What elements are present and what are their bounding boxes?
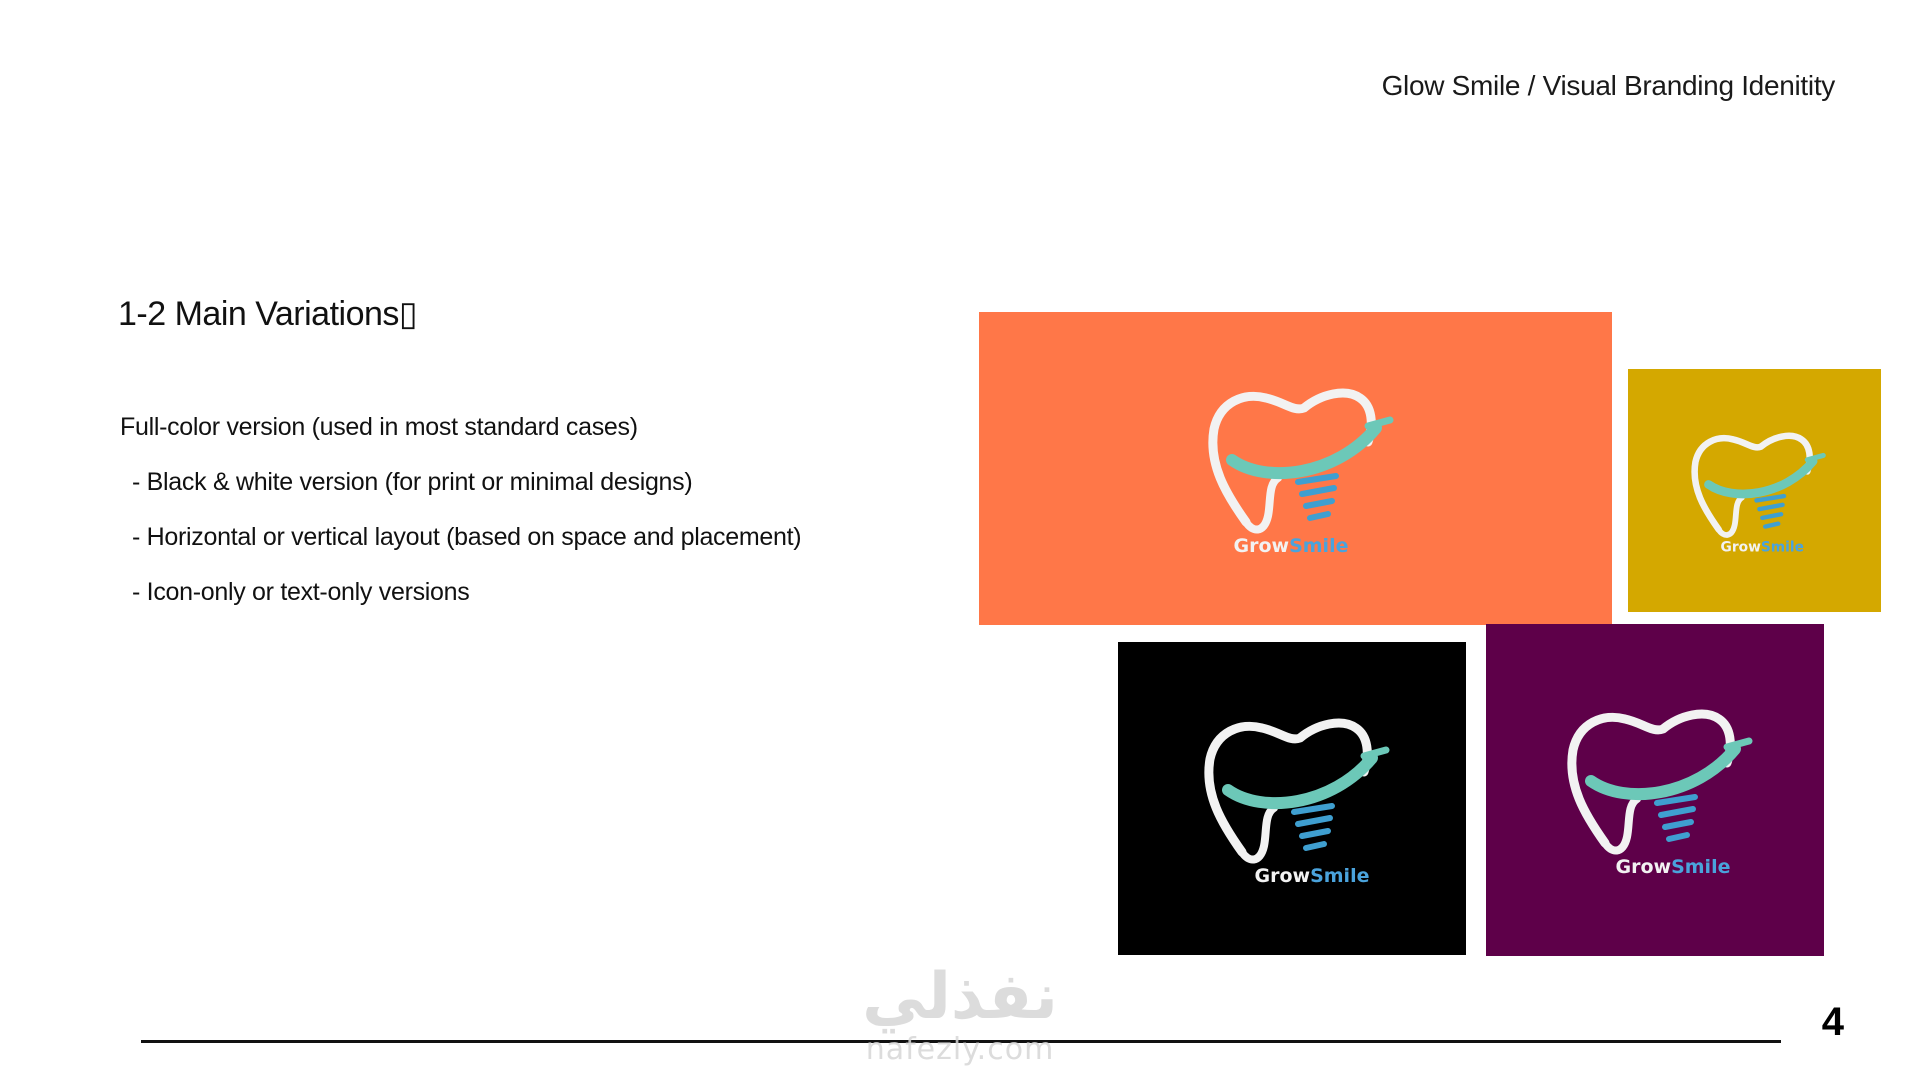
logo-word-grow: Grow — [1720, 538, 1761, 555]
growsmile-logo-icon — [1182, 704, 1402, 894]
variations-list — [120, 410, 801, 630]
logo-word-smile: Smile — [1288, 534, 1348, 557]
svg-text:GrowSmile — [1720, 539, 1804, 555]
svg-text:GrowSmile — [1233, 535, 1348, 557]
watermark — [850, 962, 1070, 1068]
growsmile-logo-icon — [1675, 422, 1835, 560]
logo-word-grow: Grow — [1254, 864, 1311, 887]
logo-word-smile: Smile — [1760, 538, 1804, 555]
logo-panel-purple — [1486, 624, 1824, 956]
logo-panel-mustard — [1628, 369, 1881, 612]
logo-word-smile: Smile — [1671, 856, 1731, 878]
logo-panel-black — [1118, 642, 1466, 955]
document-header-title: Glow Smile / Visual Branding Idenitity — [1381, 70, 1835, 101]
logo-panel-orange — [979, 312, 1612, 625]
list-item: - Icon-only or text-only versions — [132, 578, 470, 606]
section-title: 1-2 Main Variations▯ — [118, 295, 418, 333]
growsmile-logo-icon — [1186, 374, 1406, 564]
logo-word-grow: Grow — [1233, 534, 1289, 557]
list-item: - Black & white version (for print or minimal designs) — [132, 468, 693, 496]
svg-text:GrowSmile — [1616, 856, 1731, 878]
page-number: 4 — [1821, 1000, 1844, 1044]
watermark-arabic: نفذلي — [862, 960, 1058, 1034]
list-item: - Horizontal or vertical layout (based on space and placement) — [132, 523, 802, 551]
svg-text:GrowSmile — [1255, 865, 1370, 887]
growsmile-logo-icon — [1545, 695, 1765, 885]
list-item: Full-color version (used in most standard cases) — [120, 413, 638, 441]
logo-word-smile: Smile — [1310, 864, 1370, 887]
watermark-latin: nafezly.com — [865, 1032, 1055, 1067]
logo-word-grow: Grow — [1615, 856, 1672, 878]
